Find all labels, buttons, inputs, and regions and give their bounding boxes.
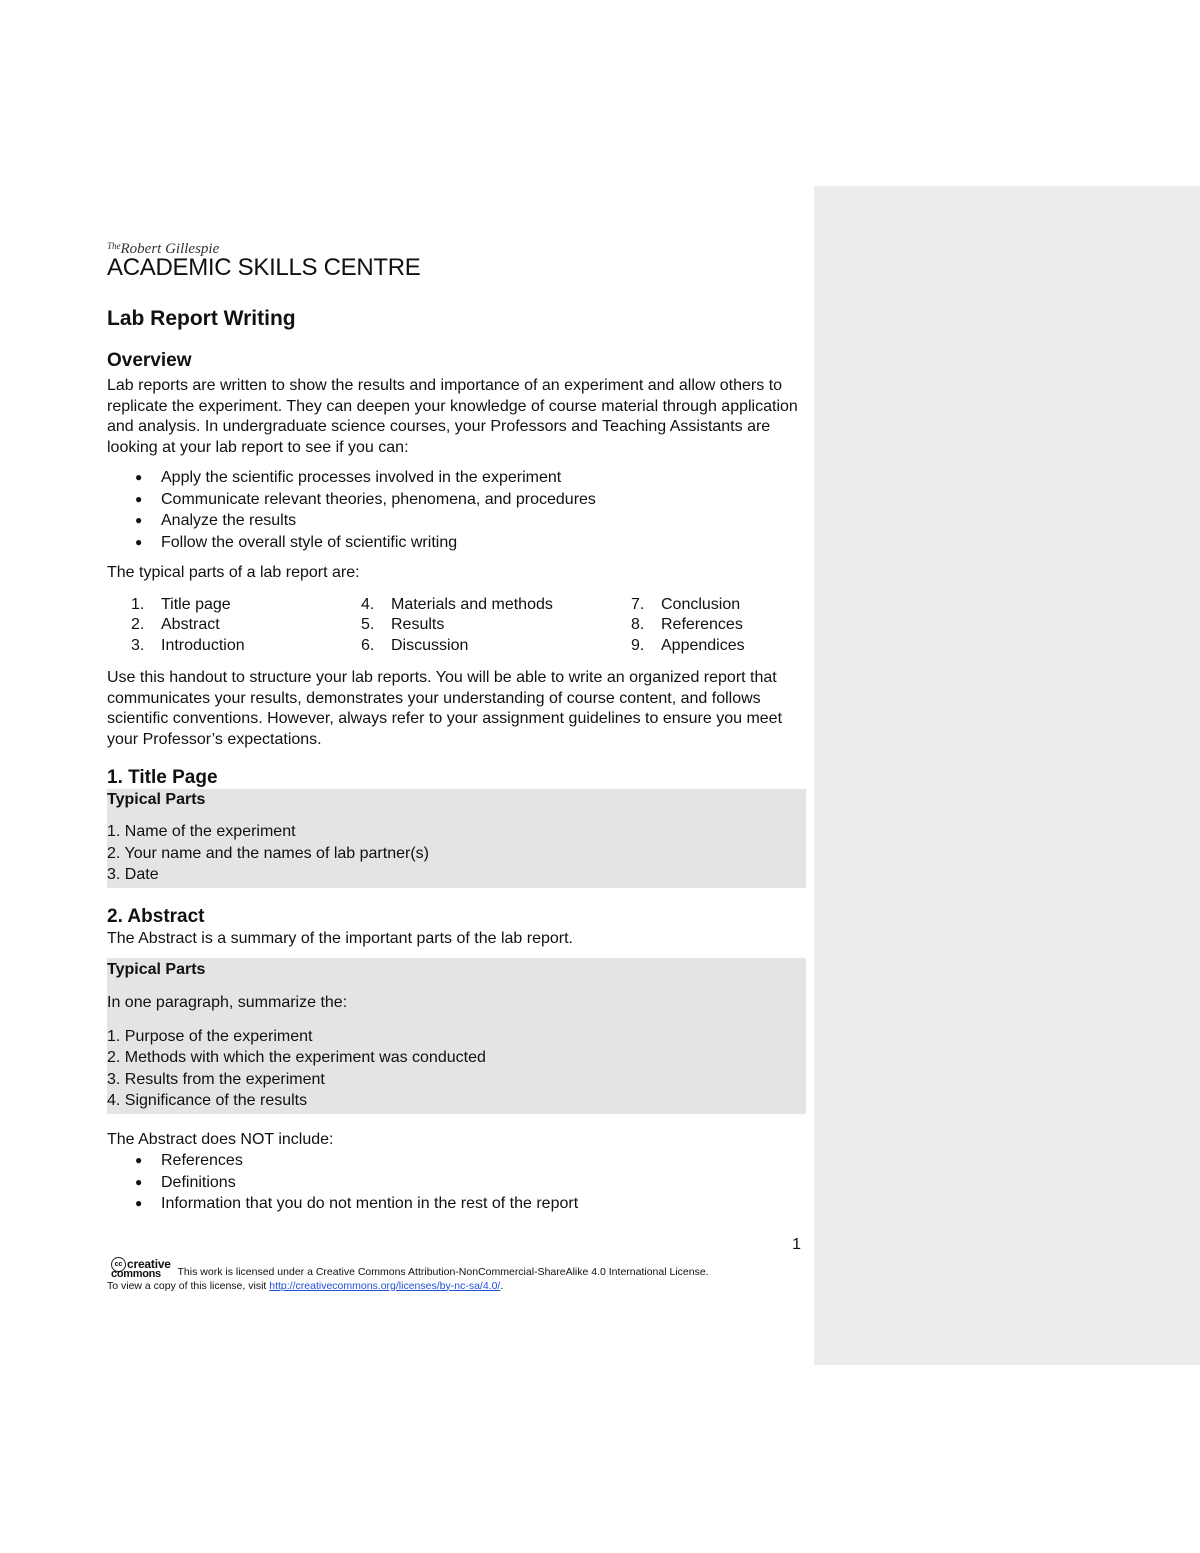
parts-intro: The typical parts of a lab report are: bbox=[107, 564, 360, 581]
bullet-icon: ● bbox=[135, 534, 143, 549]
title-page-heading: 1. Title Page bbox=[107, 767, 218, 788]
abstract-intro: The Abstract is a summary of the important parts of the lab report. bbox=[107, 929, 573, 947]
document-page bbox=[107, 238, 806, 1293]
parts-list bbox=[107, 595, 806, 657]
box-label: Typical Parts bbox=[107, 961, 206, 978]
creative-commons-logo: cc creative commons bbox=[111, 1256, 171, 1280]
overview-heading: Overview bbox=[107, 350, 192, 371]
list-item: ● Definitions bbox=[107, 1172, 806, 1194]
license-link[interactable]: http://creativecommons.org/licenses/by-nc-sa/4.0/ bbox=[269, 1279, 501, 1292]
list-item: 2. Methods with which the experiment was conducted bbox=[107, 1049, 486, 1066]
list-item: ● Communicate relevant theories, phenomena, and procedures bbox=[107, 489, 806, 511]
logo-script bbox=[107, 238, 806, 257]
list-item: 6. Discussion bbox=[361, 636, 469, 654]
list-item: 3. Results from the experiment bbox=[107, 1070, 325, 1088]
bullet-icon: ● bbox=[135, 1153, 143, 1167]
bullet-icon: ● bbox=[135, 1196, 143, 1210]
bullet-icon: ● bbox=[135, 470, 143, 484]
list-item: 8. References bbox=[631, 616, 743, 633]
title-page-box bbox=[107, 789, 806, 888]
bullet-icon: ● bbox=[135, 491, 143, 506]
abstract-not-include-list bbox=[107, 1150, 806, 1215]
overview-bullets bbox=[107, 467, 806, 553]
parts-column bbox=[607, 595, 807, 657]
list-item: 3. Date bbox=[107, 866, 159, 883]
cc-icon: cc bbox=[111, 1257, 126, 1272]
list-item: 7. Conclusion bbox=[631, 595, 741, 613]
list-item: 5. Results bbox=[361, 616, 445, 633]
list-item: 4. Significance of the results bbox=[107, 1092, 308, 1109]
page-title: Lab Report Writing bbox=[107, 307, 296, 330]
comment-pane bbox=[814, 186, 1200, 1365]
list-item: ● Information that you do not mention in the rest of the report bbox=[107, 1193, 806, 1215]
list-item: 2. Abstract bbox=[131, 616, 220, 633]
parts-column bbox=[107, 595, 337, 657]
box-intro: In one paragraph, summarize the: bbox=[107, 994, 348, 1011]
overview-closing: Use this handout to structure your lab reports. You will be able to write an organized report that communicates your results, demonstrates your understanding of course content, and follows scientific conventions. However, always refer to your assignment guidelines to ensure you meet your Professor’s expectations. bbox=[107, 669, 783, 748]
bullet-icon: ● bbox=[135, 513, 143, 527]
abstract-not-include-label: The Abstract does NOT include: bbox=[107, 1130, 334, 1148]
license-footer: cc creative commons This work is licensed under a Creative Commons Attribution-NonCommercial-ShareAlike 4.0 International License. To view a copy of this license, visit http://creativecommons.org/licenses/by-nc-sa/4.0/. bbox=[107, 1256, 709, 1292]
overview-intro: Lab reports are written to show the results and importance of an experiment and allow others to replicate the experiment. They can deepen your knowledge of course material through application and analysis. In undergraduate science courses, your Professors and Teaching Assistants are looking at your lab report to see if you can: bbox=[107, 377, 798, 456]
list-item: 1. Name of the experiment bbox=[107, 823, 296, 840]
box-label: Typical Parts bbox=[107, 791, 206, 808]
logo-script-text: Robert Gillespie bbox=[120, 241, 220, 257]
abstract-box bbox=[107, 958, 806, 1114]
license-line2: To view a copy of this license, visit bbox=[107, 1279, 267, 1292]
license-text: This work is licensed under a Creative Commons Attribution-NonCommercial-ShareAlike 4.0 International License. bbox=[177, 1265, 709, 1278]
list-item: ● Analyze the results bbox=[107, 510, 806, 532]
bullet-icon: ● bbox=[135, 1174, 143, 1189]
list-item: 4. Materials and methods bbox=[361, 595, 553, 613]
list-item: ● Follow the overall style of scientific writing bbox=[107, 532, 806, 554]
list-item: ● References bbox=[107, 1150, 806, 1172]
logo bbox=[107, 238, 806, 282]
page-number: 1 bbox=[792, 1235, 801, 1253]
list-item: 9. Appendices bbox=[631, 636, 745, 654]
list-item: ● Apply the scientific processes involved in the experiment bbox=[107, 467, 806, 489]
list-item: 2. Your name and the names of lab partner(s) bbox=[107, 844, 429, 862]
list-item: 1. Purpose of the experiment bbox=[107, 1027, 313, 1045]
parts-column bbox=[337, 595, 607, 657]
logo-main: ACADEMIC SKILLS CENTRE bbox=[107, 254, 421, 281]
list-item: 1. Title page bbox=[131, 595, 231, 613]
logo-the: The bbox=[107, 241, 121, 251]
list-item: 3. Introduction bbox=[131, 636, 245, 654]
abstract-heading: 2. Abstract bbox=[107, 905, 205, 927]
